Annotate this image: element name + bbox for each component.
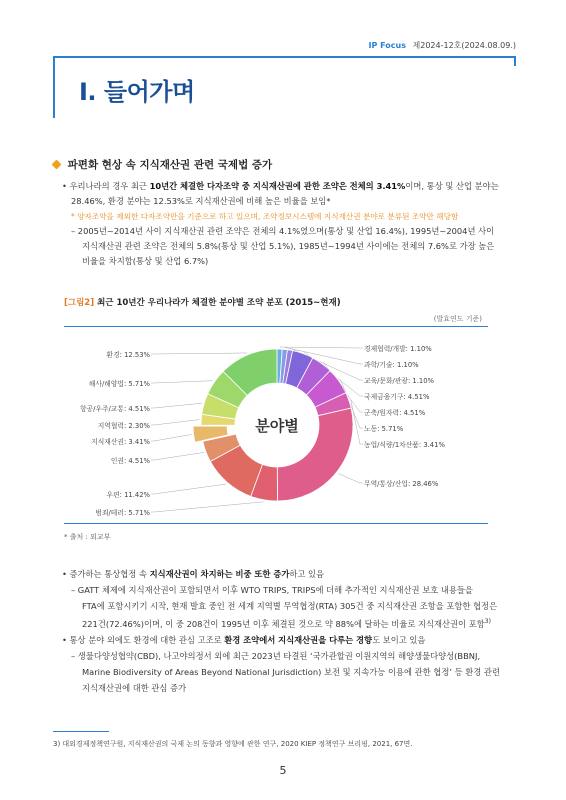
figure-source: * 출처 : 외교부: [64, 533, 111, 541]
footnote-divider: [53, 731, 109, 732]
leader-line: [151, 452, 204, 460]
slice-label: 노동: 5.71%: [364, 425, 404, 433]
figure-frame: [64, 326, 488, 524]
leader-line: [151, 484, 226, 494]
slice-label: 과학/기술: 1.10%: [364, 361, 419, 369]
figure-unit: (발효연도 기준): [433, 315, 482, 323]
leader-line: [151, 381, 213, 383]
subheading: 파편화 현상 속 지식재산권 관련 국제법 증가: [53, 157, 272, 172]
slice-label: 환경: 12.53%: [106, 351, 150, 359]
donut-chart: [64, 327, 488, 523]
intro-paragraph: • 우리나라의 경우 최근 10년간 체결한 다자조약 중 지식재산권에 관한 조약은 전체의 3.41%이며, 통상 및 산업 분야는 28.46%, 환경 분야는 12.53%로 지식재산권에 비해 높은 비율을 보임* * 양자조약을 제외한 다자조약만을 기준으로 하고 있으며, 조약정보시스템에 지식재산권 분야로 분류된 조약만 해당함 – 2005년~2014년 사이 지식재산권 관련 조약은 전체의 4.1%였으며(통상 및 산업 16.4%), 1995년~2004년 사이 지식재산권 관련 조약은 전체의 5.8%(통상 및 산업 5.1%), 1985년~1994년 사이에는 전체의 7.6%로 가장 높은 비율을 차지함(통상 및 산업 6.7%): [62, 181, 499, 266]
leader-line: [151, 353, 247, 354]
slice-label: 인권: 4.51%: [110, 457, 150, 465]
slice-label: 군축/원자력: 4.51%: [364, 409, 426, 417]
bullet-icon: [52, 160, 62, 170]
intro-note: * 양자조약을 제외한 다자조약만을 기준으로 하고 있으며, 조약정보시스템에 지식재산권 분야로 분류된 조약만 해당함: [71, 212, 459, 221]
slice-label: 우편: 11.42%: [106, 491, 150, 499]
section-title: Ⅰ. 들어가며: [79, 78, 195, 106]
slice-label: 지식재산권: 3.41%: [91, 438, 150, 446]
leader-line: [280, 347, 363, 348]
footnote: 3) 대외경제정책연구원, 지식재산권의 국제 논의 동향과 영향에 관한 연구, 2020 KIEP 정책연구 브리핑, 2021, 67면.: [53, 740, 413, 748]
brand-label: IP Focus: [368, 41, 406, 50]
page-header: [369, 40, 517, 51]
issue-label: 제2024-12호(2024.08.09.): [412, 41, 516, 50]
leader-line: [338, 473, 363, 483]
figure-caption: [그림2] 최근 10년간 우리나라가 체결한 분야별 조약 분포 (2015~현재): [64, 298, 341, 308]
leader-line: [151, 420, 199, 425]
leader-line: [151, 434, 192, 441]
slice-label: 무역/통상/산업: 28.46%: [364, 480, 439, 488]
page-number: 5: [279, 764, 287, 777]
slice-label: 경제협력/개발: 1.10%: [364, 345, 432, 353]
section-title-box: [53, 56, 515, 118]
body-paragraph: • 증가하는 통상협정 속 지식재산권이 차지하는 비중 또한 증가하고 있음 – GATT 체제에 지식재산권이 포함되면서 이후 WTO TRIPS, TRIPS에 더해 추가적인 지식재산권 보호 내용들을 FTA에 포함시키기 시작, 현재 발효 중인 전 세계 지역별 무역협정(RTA) 305건 중 지식재산권 조항을 포함한 협정은 221건(72.46%)이며, 이 중 208건이 1995년 이후 체결된 것으로 약 88%에 달하는 비율로 지식재산권이 포함$^{3)}$ • 통상 분야 외에도 환경에 대한 관심 고조로 환경 조약에서 지식재산권을 다루는 경향도 보이고 있음 – 생물다양성협약(CBD), 나고야의정서 외에 최근 2023년 타결된 ‘국가관할권 이원지역의 해양생물다양성(BBNJ, Marine Biodiversity of Areas Beyond National Jurisdiction) 보전 및 지속가능 이용에 관한 협정’ 등 환경 관련 지식재산권에 대한 관심 증가: [62, 569, 500, 693]
slice-label: 교육/문화/관광: 1.10%: [364, 377, 435, 385]
slice-label: 항공/우주/교통: 4.51%: [79, 405, 150, 413]
slice-label: 국제금융기구: 4.51%: [364, 393, 430, 401]
leader-line: [151, 403, 202, 408]
slice-label: 해사/해양법: 5.71%: [88, 380, 150, 388]
center-label: 분야별: [255, 417, 299, 435]
slice-label: 지역협력: 2.30%: [97, 422, 150, 430]
leader-line: [151, 502, 264, 512]
slice-label: 농업/식량/1차산품: 3.41%: [364, 441, 445, 449]
footnote-ref[interactable]: 3): [484, 618, 491, 625]
slice-label: 범죄/테러: 5.71%: [95, 509, 150, 517]
